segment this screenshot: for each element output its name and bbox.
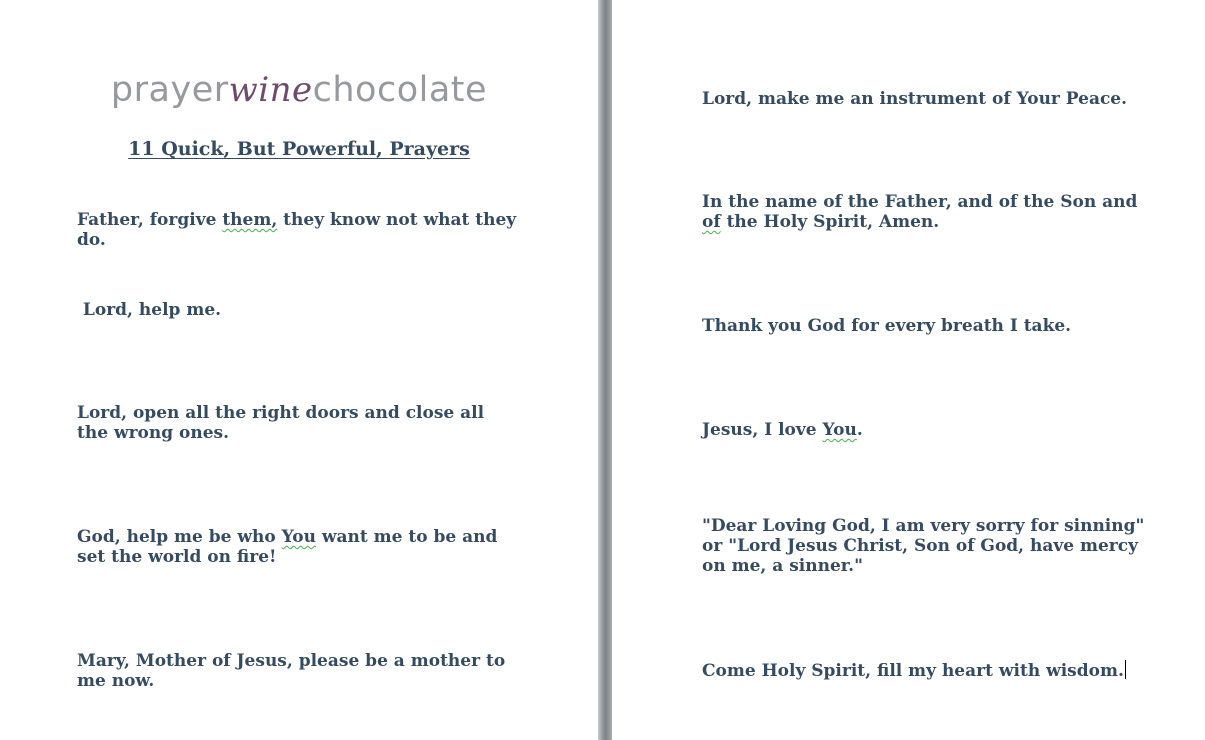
prayer-9[interactable]: Jesus, I love You. <box>702 420 863 440</box>
text-cursor <box>1125 660 1126 679</box>
prayer-11[interactable]: Come Holy Spirit, fill my heart with wisdom. <box>702 661 1124 681</box>
logo-wine: wine <box>228 70 313 110</box>
grammar-flag[interactable]: You <box>281 527 316 547</box>
prayer-3[interactable]: Lord, open all the right doors and close all the wrong ones. <box>77 403 485 443</box>
prayer-8[interactable]: Thank you God for every breath I take. <box>702 316 1072 336</box>
page-divider <box>598 0 612 740</box>
spelling-flag[interactable]: them, <box>222 210 278 230</box>
prayer-6[interactable]: Lord, make me an instrument of Your Peace. <box>702 89 1128 109</box>
logo-chocolate: chocolate <box>312 70 488 110</box>
prayer-2[interactable]: Lord, help me. <box>77 300 222 320</box>
right-page <box>612 0 1205 740</box>
document-title: 11 Quick, But Powerful, Prayers <box>128 138 470 160</box>
prayer-4[interactable]: God, help me be who You want me to be and set the world on fire! <box>77 527 498 567</box>
prayer-7[interactable]: In the name of the Father, and of the Son and of the Holy Spirit, Amen. <box>702 192 1138 232</box>
logo-prayer: prayer <box>110 70 229 110</box>
grammar-flag[interactable]: You <box>822 420 857 440</box>
grammar-flag[interactable]: of <box>702 212 721 232</box>
left-page <box>0 0 598 740</box>
prayer-10[interactable]: "Dear Loving God, I am very sorry for sinning" or "Lord Jesus Christ, Son of God, have mercy on me, a sinner." <box>702 516 1145 576</box>
prayer-5[interactable]: Mary, Mother of Jesus, please be a mother to me now. <box>77 651 506 691</box>
prayerwinechocolate-logo <box>0 68 598 112</box>
prayer-1[interactable]: Father, forgive them, they know not what they do. <box>77 210 517 250</box>
